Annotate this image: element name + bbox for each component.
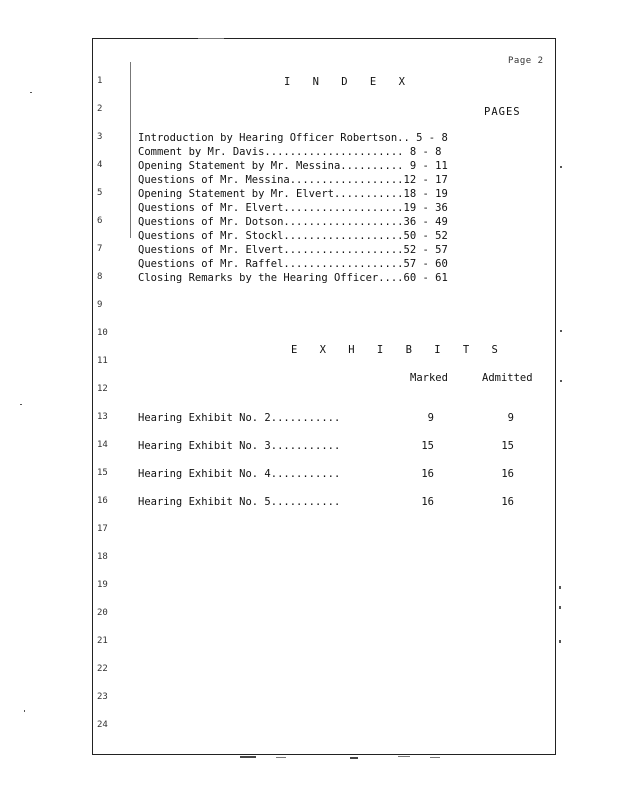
exhibit-name: Hearing Exhibit No. 2........... (138, 412, 341, 424)
index-entry (138, 131, 538, 145)
exhibits-heading: E X H I B I T S (291, 344, 506, 356)
index-entry-pages: 12 - 17 (403, 174, 448, 186)
index-entry (138, 187, 538, 201)
index-entry-pages: 50 - 52 (403, 230, 448, 242)
exhibit-admitted-page: 16 (501, 496, 514, 508)
index-entry-pages: 8 - 8 (409, 146, 442, 158)
scan-speck (24, 710, 25, 712)
index-entry (138, 159, 538, 173)
line-number: 17 (97, 524, 108, 534)
line-number: 21 (97, 636, 108, 646)
index-entry (138, 215, 538, 229)
line-number: 19 (97, 580, 108, 590)
index-entry-text: Questions of Mr. Dotson................... (138, 216, 404, 228)
scan-speck (560, 166, 562, 168)
admitted-column-heading: Admitted (482, 372, 533, 384)
scan-artifact (240, 756, 256, 758)
exhibit-marked-page: 15 (421, 440, 434, 452)
line-number: 8 (97, 272, 103, 282)
line-number: 5 (97, 188, 103, 198)
line-number: 22 (97, 664, 108, 674)
pages-column-heading: PAGES (484, 106, 521, 118)
line-number: 23 (97, 692, 108, 702)
line-number: 15 (97, 468, 108, 478)
index-entry (138, 145, 538, 159)
page-number: Page 2 (508, 56, 544, 66)
line-number: 4 (97, 160, 103, 170)
scan-artifact (198, 38, 224, 39)
line-number: 3 (97, 132, 103, 142)
index-entry-text: Questions of Mr. Elvert................... (138, 202, 404, 214)
index-heading: I N D E X (284, 76, 413, 88)
line-number: 14 (97, 440, 108, 450)
index-entry (138, 257, 538, 271)
index-entry-text: Questions of Mr. Stockl................... (138, 230, 404, 242)
index-entry-text: Comment by Mr. Davis...................... (138, 146, 404, 158)
index-entry-pages: 57 - 60 (403, 258, 448, 270)
index-entry-text: Closing Remarks by the Hearing Officer.... (138, 272, 404, 284)
exhibit-marked-page: 9 (427, 412, 434, 424)
scan-speck (560, 380, 562, 382)
scan-speck (560, 330, 562, 332)
scan-artifact (350, 757, 358, 759)
index-entry-pages: 19 - 36 (403, 202, 448, 214)
line-number: 2 (97, 104, 103, 114)
index-entry-pages: 52 - 57 (403, 244, 448, 256)
index-entry (138, 243, 538, 257)
exhibit-name: Hearing Exhibit No. 3........... (138, 440, 341, 452)
exhibit-marked-page: 16 (421, 468, 434, 480)
line-number: 18 (97, 552, 108, 562)
exhibit-admitted-page: 9 (507, 412, 514, 424)
index-entry (138, 173, 538, 187)
scan-speck (559, 586, 561, 589)
index-entry-text: Questions of Mr. Raffel................... (138, 258, 404, 270)
exhibit-name: Hearing Exhibit No. 4........... (138, 468, 341, 480)
index-entry-pages: 5 - 8 (416, 132, 448, 144)
margin-rule (130, 62, 131, 238)
line-number: 1 (97, 76, 103, 86)
scan-artifact (430, 757, 440, 758)
index-entry (138, 201, 538, 215)
line-number: 7 (97, 244, 103, 254)
scan-speck (20, 404, 22, 405)
scan-artifact (398, 756, 410, 757)
index-entry-pages: 36 - 49 (403, 216, 448, 228)
scan-artifact (276, 757, 286, 758)
index-entry-text: Questions of Mr. Messina.................. (138, 174, 404, 186)
exhibit-admitted-page: 15 (501, 440, 514, 452)
index-entry (138, 229, 538, 243)
line-number: 10 (97, 328, 108, 338)
scan-speck (559, 606, 561, 609)
index-entry-text: Introduction by Hearing Officer Robertson.. (138, 132, 410, 144)
index-entry-pages: 9 - 11 (409, 160, 448, 172)
line-number: 20 (97, 608, 108, 618)
line-number: 24 (97, 720, 108, 730)
scan-speck (559, 640, 561, 643)
index-entry-text: Questions of Mr. Elvert................... (138, 244, 404, 256)
line-number: 16 (97, 496, 108, 506)
line-number: 11 (97, 356, 108, 366)
line-number: 12 (97, 384, 108, 394)
line-number: 6 (97, 216, 103, 226)
exhibit-name: Hearing Exhibit No. 5........... (138, 496, 341, 508)
line-number: 9 (97, 300, 103, 310)
line-number: 13 (97, 412, 108, 422)
exhibit-admitted-page: 16 (501, 468, 514, 480)
index-entry-text: Opening Statement by Mr. Messina.......... (138, 160, 404, 172)
index-entry-text: Opening Statement by Mr. Elvert........... (138, 188, 404, 200)
index-entry (138, 271, 538, 285)
index-entry-pages: 60 - 61 (403, 272, 448, 284)
scan-speck (30, 92, 32, 93)
exhibit-marked-page: 16 (421, 496, 434, 508)
index-entry-pages: 18 - 19 (403, 188, 448, 200)
marked-column-heading: Marked (410, 372, 448, 384)
